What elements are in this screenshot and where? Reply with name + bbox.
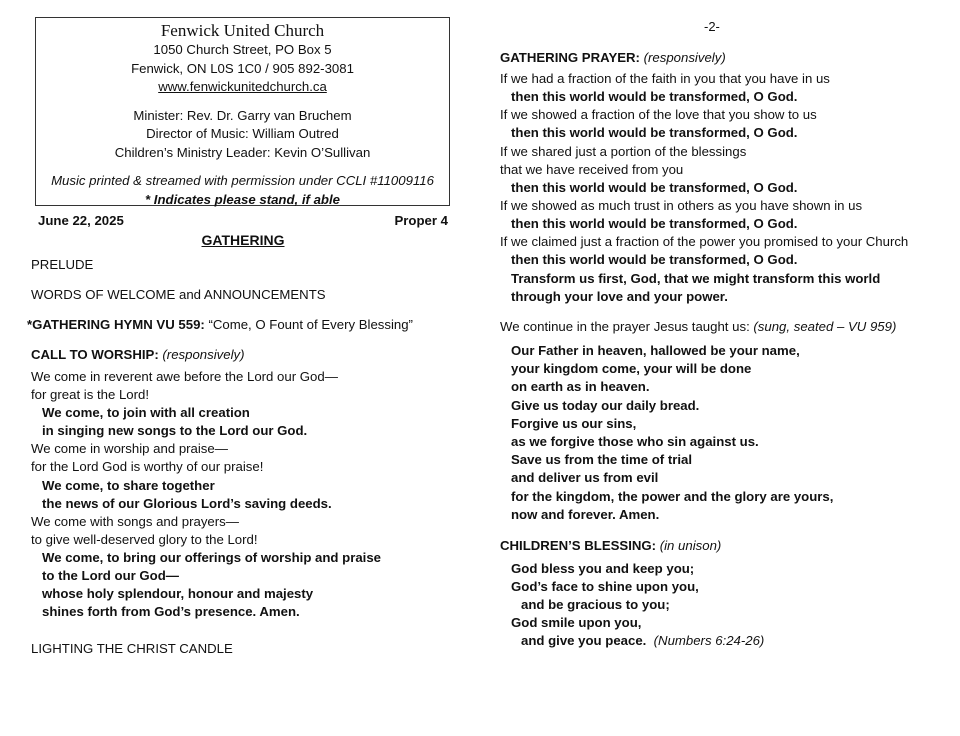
cb-line: God’s face to shine upon you, [511, 579, 699, 594]
church-website-link[interactable]: www.fenwickunitedchurch.ca [158, 79, 327, 94]
lp-line: Our Father in heaven, hallowed be your name, [511, 343, 800, 358]
hymn-label: *GATHERING HYMN VU 559: [27, 317, 205, 332]
lp-line: your kingdom come, your will be done [511, 361, 752, 376]
gp-response: Transform us first, God, that we might transform this world [511, 271, 881, 286]
service-date: June 22, 2025 [38, 213, 124, 228]
ctw-response: in singing new songs to the Lord our God. [42, 423, 308, 438]
prelude-heading: PRELUDE [31, 257, 94, 272]
gp-response: then this world would be transformed, O God. [511, 216, 798, 231]
lp-intro-text: We continue in the prayer Jesus taught us: [500, 319, 750, 334]
ctw-line: for great is the Lord! [31, 387, 150, 402]
right-page [480, 0, 960, 736]
cb-line: and give you peace. [521, 633, 647, 648]
ctw-response: We come, to join with all creation [42, 405, 250, 420]
gp-response: then this world would be transformed, O God. [511, 89, 798, 104]
cb-line: God bless you and keep you; [511, 561, 695, 576]
ctw-response: the news of our Glorious Lord’s saving deeds. [42, 496, 332, 511]
stand-note: * Indicates please stand, if able [145, 191, 340, 207]
gp-note: (responsively) [643, 50, 726, 65]
lp-line: Forgive us our sins, [511, 416, 637, 431]
cb-line: God smile upon you, [511, 615, 642, 630]
lp-line: on earth as in heaven. [511, 379, 650, 394]
ctw-note: (responsively) [162, 347, 245, 362]
ctw-response: whose holy splendour, honour and majesty [42, 586, 314, 601]
cb-label: CHILDREN’S BLESSING: [500, 538, 657, 553]
christ-candle-heading: LIGHTING THE CHRIST CANDLE [31, 641, 233, 656]
lords-prayer-intro [500, 318, 896, 336]
lp-note: (sung, seated – VU 959) [753, 319, 897, 334]
section-title: GATHERING [201, 232, 285, 248]
children-leader-line: Children’s Ministry Leader: Kevin O’Sullivan [114, 144, 371, 160]
minister-line: Minister: Rev. Dr. Garry van Bruchem [133, 107, 352, 123]
ctw-response: to the Lord our God— [42, 568, 179, 583]
ctw-line: to give well-deserved glory to the Lord! [31, 532, 258, 547]
gathering-hymn [27, 316, 413, 334]
gp-line: If we showed a fraction of the love that you show to us [500, 107, 817, 122]
ccli-notice: Music printed & streamed with permission under CCLI #11009116 [51, 173, 434, 188]
gp-response: then this world would be transformed, O God. [511, 252, 798, 267]
lp-line: Give us today our daily bread. [511, 398, 700, 413]
gp-response: then this world would be transformed, O God. [511, 125, 798, 140]
ctw-response: We come, to share together [42, 478, 215, 493]
ctw-response: shines forth from God’s presence. Amen. [42, 604, 300, 619]
hymn-title: “Come, O Fount of Every Blessing” [204, 317, 413, 332]
page-number: -2- [704, 19, 720, 34]
ctw-label: CALL TO WORSHIP: [31, 347, 159, 362]
ctw-line: We come with songs and prayers— [31, 514, 239, 529]
ctw-response: We come, to bring our offerings of worship and praise [42, 550, 381, 565]
gp-line: If we had a fraction of the faith in you that you have in us [500, 71, 830, 86]
cb-last-line [521, 632, 764, 650]
gp-line: If we claimed just a fraction of the power you promised to your Church [500, 234, 909, 249]
cb-reference: (Numbers 6:24-26) [653, 633, 765, 648]
lp-line: now and forever. Amen. [511, 507, 660, 522]
proper-label: Proper 4 [394, 213, 448, 228]
gp-line: If we showed as much trust in others as you have shown in us [500, 198, 863, 213]
gp-line: If we shared just a portion of the blessings [500, 144, 747, 159]
address-line-2: Fenwick, ON L0S 1C0 / 905 892-3081 [131, 60, 354, 76]
gathering-prayer-heading [500, 49, 726, 67]
call-to-worship-heading [31, 346, 245, 364]
church-info-box [35, 17, 450, 206]
church-name: Fenwick United Church [160, 21, 325, 40]
address-line-1: 1050 Church Street, PO Box 5 [153, 42, 332, 57]
childrens-blessing-heading [500, 537, 721, 555]
ctw-line: for the Lord God is worthy of our praise! [31, 459, 264, 474]
ctw-line: We come in worship and praise— [31, 441, 228, 456]
welcome-heading: WORDS OF WELCOME and ANNOUNCEMENTS [31, 287, 326, 302]
ctw-line: We come in reverent awe before the Lord our God— [31, 369, 338, 384]
cb-note: (in unison) [659, 538, 722, 553]
gp-label: GATHERING PRAYER: [500, 50, 640, 65]
cb-line: and be gracious to you; [521, 597, 670, 612]
music-director-line: Director of Music: William Outred [146, 126, 339, 141]
gp-response: through your love and your power. [511, 289, 728, 304]
gp-line: that we have received from you [500, 162, 684, 177]
lp-line: Save us from the time of trial [511, 452, 693, 467]
gp-response: then this world would be transformed, O God. [511, 180, 798, 195]
lp-line: as we forgive those who sin against us. [511, 434, 759, 449]
date-row [38, 213, 450, 228]
lp-line: and deliver us from evil [511, 470, 659, 485]
lp-line: for the kingdom, the power and the glory are yours, [511, 489, 834, 504]
